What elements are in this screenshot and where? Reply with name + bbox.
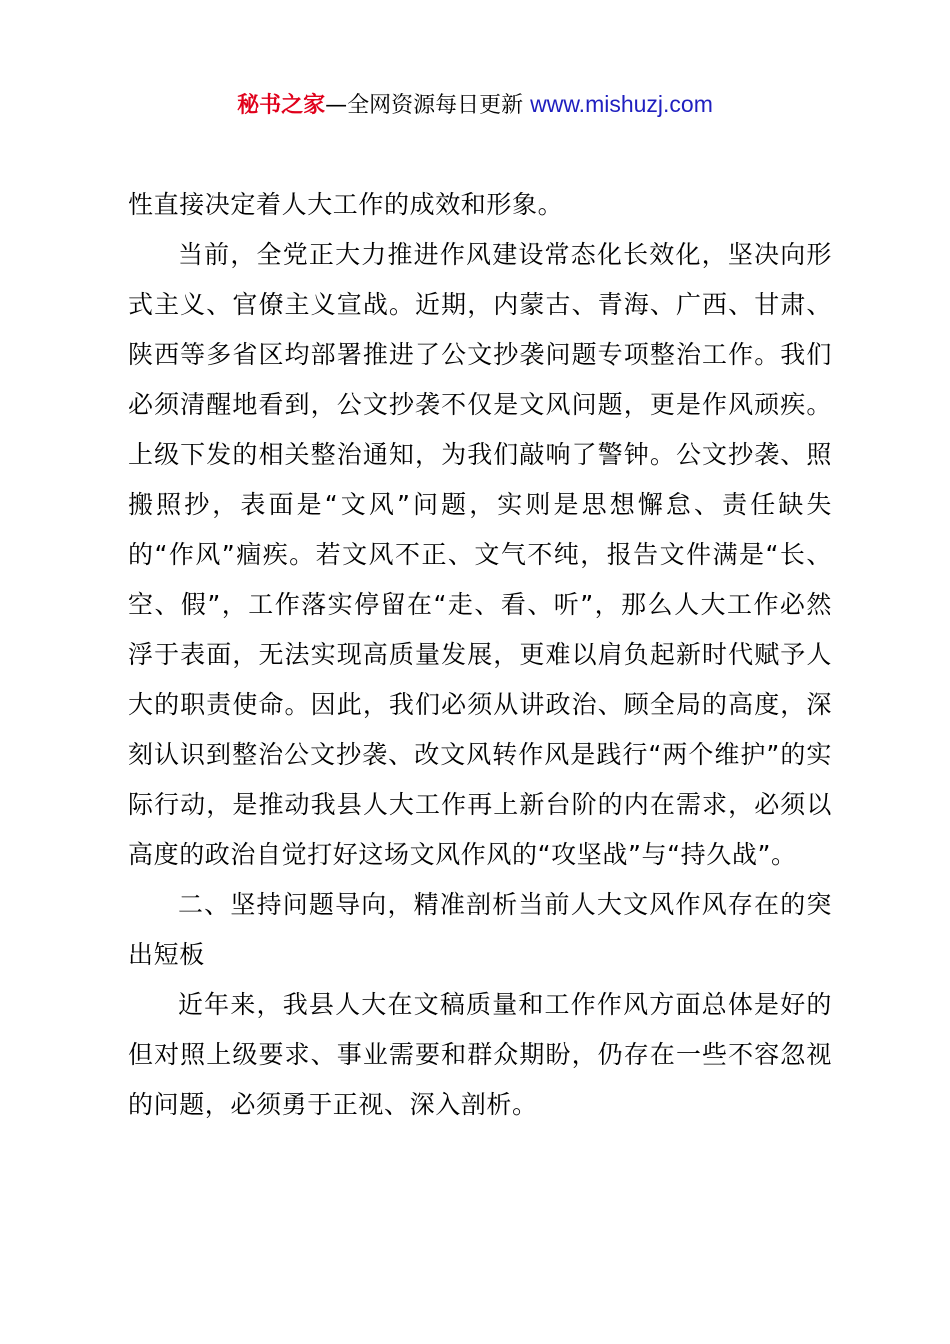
paragraph-continuation: 性直接决定着人大工作的成效和形象。 [128,190,564,219]
paragraph-current-situation: 当前，全党正大力推进作风建设常态化长效化，坚决向形式主义、官僚主义宣战。近期，内蒙古、青海、广西、甘肃、陕西等多省区均部署推进了公文抄袭问题专项整治工作。我们必须清醒地看到，公文抄袭不仅是文风问题，更是作风顽疾。上级下发的相关整治通知，为我们敲响了警钟。公文抄袭、照搬照抄，表面是“文风”问题，实则是思想懈怠、责任缺失的“作风”痼疾。若文风不正、文气不纯，报告文件满是“长、空、假”，工作落实停留在“走、看、听”，那么人大工作必然浮于表面，无法实现高质量发展，更难以肩负起新时代赋予人大的职责使命。因此，我们必须从讲政治、顾全局的高度，深刻认识到整治公文抄袭、改文风转作风是践行“两个维护”的实际行动，是推动我县人大工作再上新台阶的内在需求，必须以高度的政治自觉打好这场文风作风的“攻坚战”与“持久战”。 [128,240,832,869]
brand-name: 秘书之家 [237,93,326,118]
document-body [128,180,832,1130]
website-link[interactable]: www.mishuzj.com [530,91,713,117]
paragraph-recent-years: 近年来，我县人大在文稿质量和工作作风方面总体是好的但对照上级要求、事业需要和群众期盼，仍存在一些不容忽视的问题，必须勇于正视、深入剖析。 [128,990,832,1119]
page-header [0,88,950,122]
header-tagline: —全网资源每日更新 [325,93,531,118]
section-heading-2: 二、坚持问题导向，精准剖析当前人大文风作风存在的突出短板 [128,890,832,969]
